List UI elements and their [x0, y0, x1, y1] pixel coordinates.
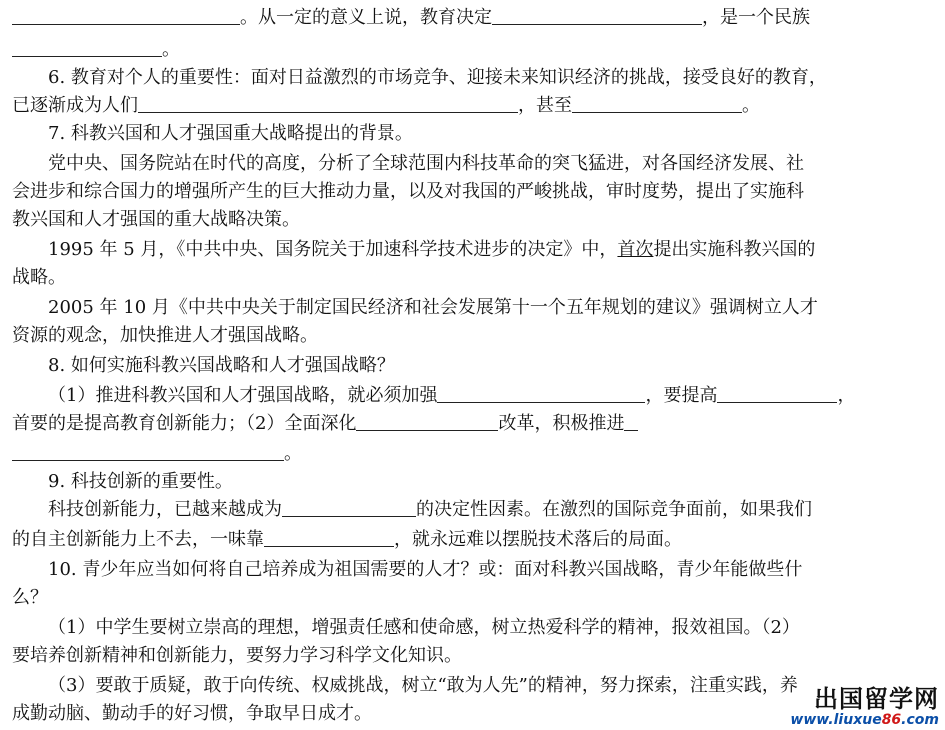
text: 首要的是提高教育创新能力；（2）全面深化 [12, 413, 357, 434]
site-watermark [790, 686, 939, 728]
fill-blank[interactable] [572, 94, 742, 113]
doc-line-20 [48, 558, 802, 582]
watermark-url-highlight: 86 [881, 712, 902, 728]
doc-line-6 [48, 152, 804, 176]
text: 提出实施科教兴国的 [653, 239, 816, 260]
watermark-title: 出国留学网 [814, 685, 939, 713]
doc-line-23 [12, 644, 462, 668]
fill-blank[interactable] [437, 384, 645, 403]
fill-blank[interactable] [12, 442, 284, 461]
text: ，是一个民族 [702, 7, 810, 28]
watermark-url-part: .com [901, 712, 939, 728]
underlined-text: 首次 [617, 239, 654, 260]
doc-line-16 [12, 442, 302, 466]
doc-line-1 [12, 6, 810, 30]
doc-line-24 [48, 674, 798, 698]
fill-blank[interactable] [356, 412, 498, 431]
fill-blank[interactable] [12, 6, 240, 25]
text: （1）中学生要树立崇高的理想，增强责任感和使命感，树立热爱科学的精神，报效祖国。（2） [48, 617, 800, 638]
doc-line-10 [12, 266, 66, 290]
fill-blank[interactable] [264, 528, 394, 547]
doc-line-17 [48, 470, 233, 494]
text: 。从一定的意义上说，教育决定 [240, 7, 492, 28]
text: 教兴国和人才强国的重大战略决策。 [12, 209, 300, 230]
text: 科技创新能力，已越来越成为 [48, 499, 282, 520]
fill-blank[interactable] [138, 94, 518, 113]
text: 的决定性因素。在激烈的国际竞争面前，如果我们 [416, 499, 812, 520]
watermark-url-part: www.liuxue [790, 712, 882, 728]
fill-blank[interactable] [717, 384, 837, 403]
text: 6. 教育对个人的重要性：面对日益激烈的市场竞争、迎接未来知识经济的挑战，接受良好的教育， [48, 67, 827, 88]
text: ，要提高 [645, 385, 718, 406]
fill-blank[interactable] [282, 498, 416, 517]
heading: 9. 科技创新的重要性。 [48, 471, 233, 492]
text: 。 [742, 95, 760, 116]
text: 1995 年 5 月，《中共中央、国务院关于加速科学技术进步的决定》中， [48, 239, 618, 260]
doc-line-21 [12, 586, 48, 610]
doc-line-8 [12, 208, 300, 232]
text: 成勤动脑、勤动手的好习惯，争取早日成才。 [12, 703, 372, 724]
doc-line-4 [12, 94, 760, 118]
text: 已逐渐成为人们 [12, 95, 138, 116]
doc-line-15 [12, 412, 638, 436]
doc-line-14 [48, 384, 855, 408]
doc-line-5 [48, 122, 413, 146]
doc-line-13 [48, 354, 395, 378]
heading: 8. 如何实施科教兴国战略和人才强国战略？ [48, 355, 395, 376]
text: 的自主创新能力上不去，一味靠 [12, 529, 264, 550]
text: 。 [162, 39, 180, 60]
text: ，甚至 [518, 95, 572, 116]
text: 资源的观念，加快推进人才强国战略。 [12, 325, 318, 346]
doc-line-12 [12, 324, 318, 348]
text: 会进步和综合国力的增强所产生的巨大推动力量，以及对我国的严峻挑战，审时度势，提出了实施科 [12, 181, 804, 202]
watermark-url [790, 712, 939, 728]
text: 要培养创新精神和创新能力，要努力学习科学文化知识。 [12, 645, 462, 666]
text: ， [837, 385, 856, 406]
fill-blank[interactable] [12, 38, 162, 57]
fill-blank[interactable] [624, 412, 638, 431]
text: 2005 年 10 月《中共中央关于制定国民经济和社会发展第十一个五年规划的建议》强调树立人才 [48, 297, 818, 318]
text: ，就永远难以摆脱技术落后的局面。 [394, 529, 682, 550]
text: 战略。 [12, 267, 66, 288]
heading: 7. 科教兴国和人才强国重大战略提出的背景。 [48, 123, 413, 144]
text: 党中央、国务院站在时代的高度，分析了全球范围内科技革命的突飞猛进，对各国经济发展、社 [48, 153, 804, 174]
heading: 10. 青少年应当如何将自己培养成为祖国需要的人才？或：面对科教兴国战略，青少年能做些什 [48, 559, 803, 580]
text: （1）推进科教兴国和人才强国战略，就必须加强 [48, 385, 438, 406]
text: （3）要敢于质疑，敢于向传统、权威挑战，树立“敢为人先”的精神，努力探索，注重实践，养 [48, 675, 798, 696]
text: 改革，积极推进 [498, 413, 625, 434]
doc-line-11 [48, 296, 818, 320]
doc-line-2 [12, 38, 180, 62]
doc-line-9 [48, 238, 815, 262]
doc-line-3 [48, 66, 827, 90]
doc-line-7 [12, 180, 804, 204]
text: 么？ [12, 587, 48, 608]
doc-line-18 [48, 498, 812, 522]
doc-line-25 [12, 702, 372, 726]
text: 。 [284, 443, 302, 464]
doc-line-22 [48, 616, 800, 640]
fill-blank[interactable] [492, 6, 702, 25]
doc-line-19 [12, 528, 682, 552]
